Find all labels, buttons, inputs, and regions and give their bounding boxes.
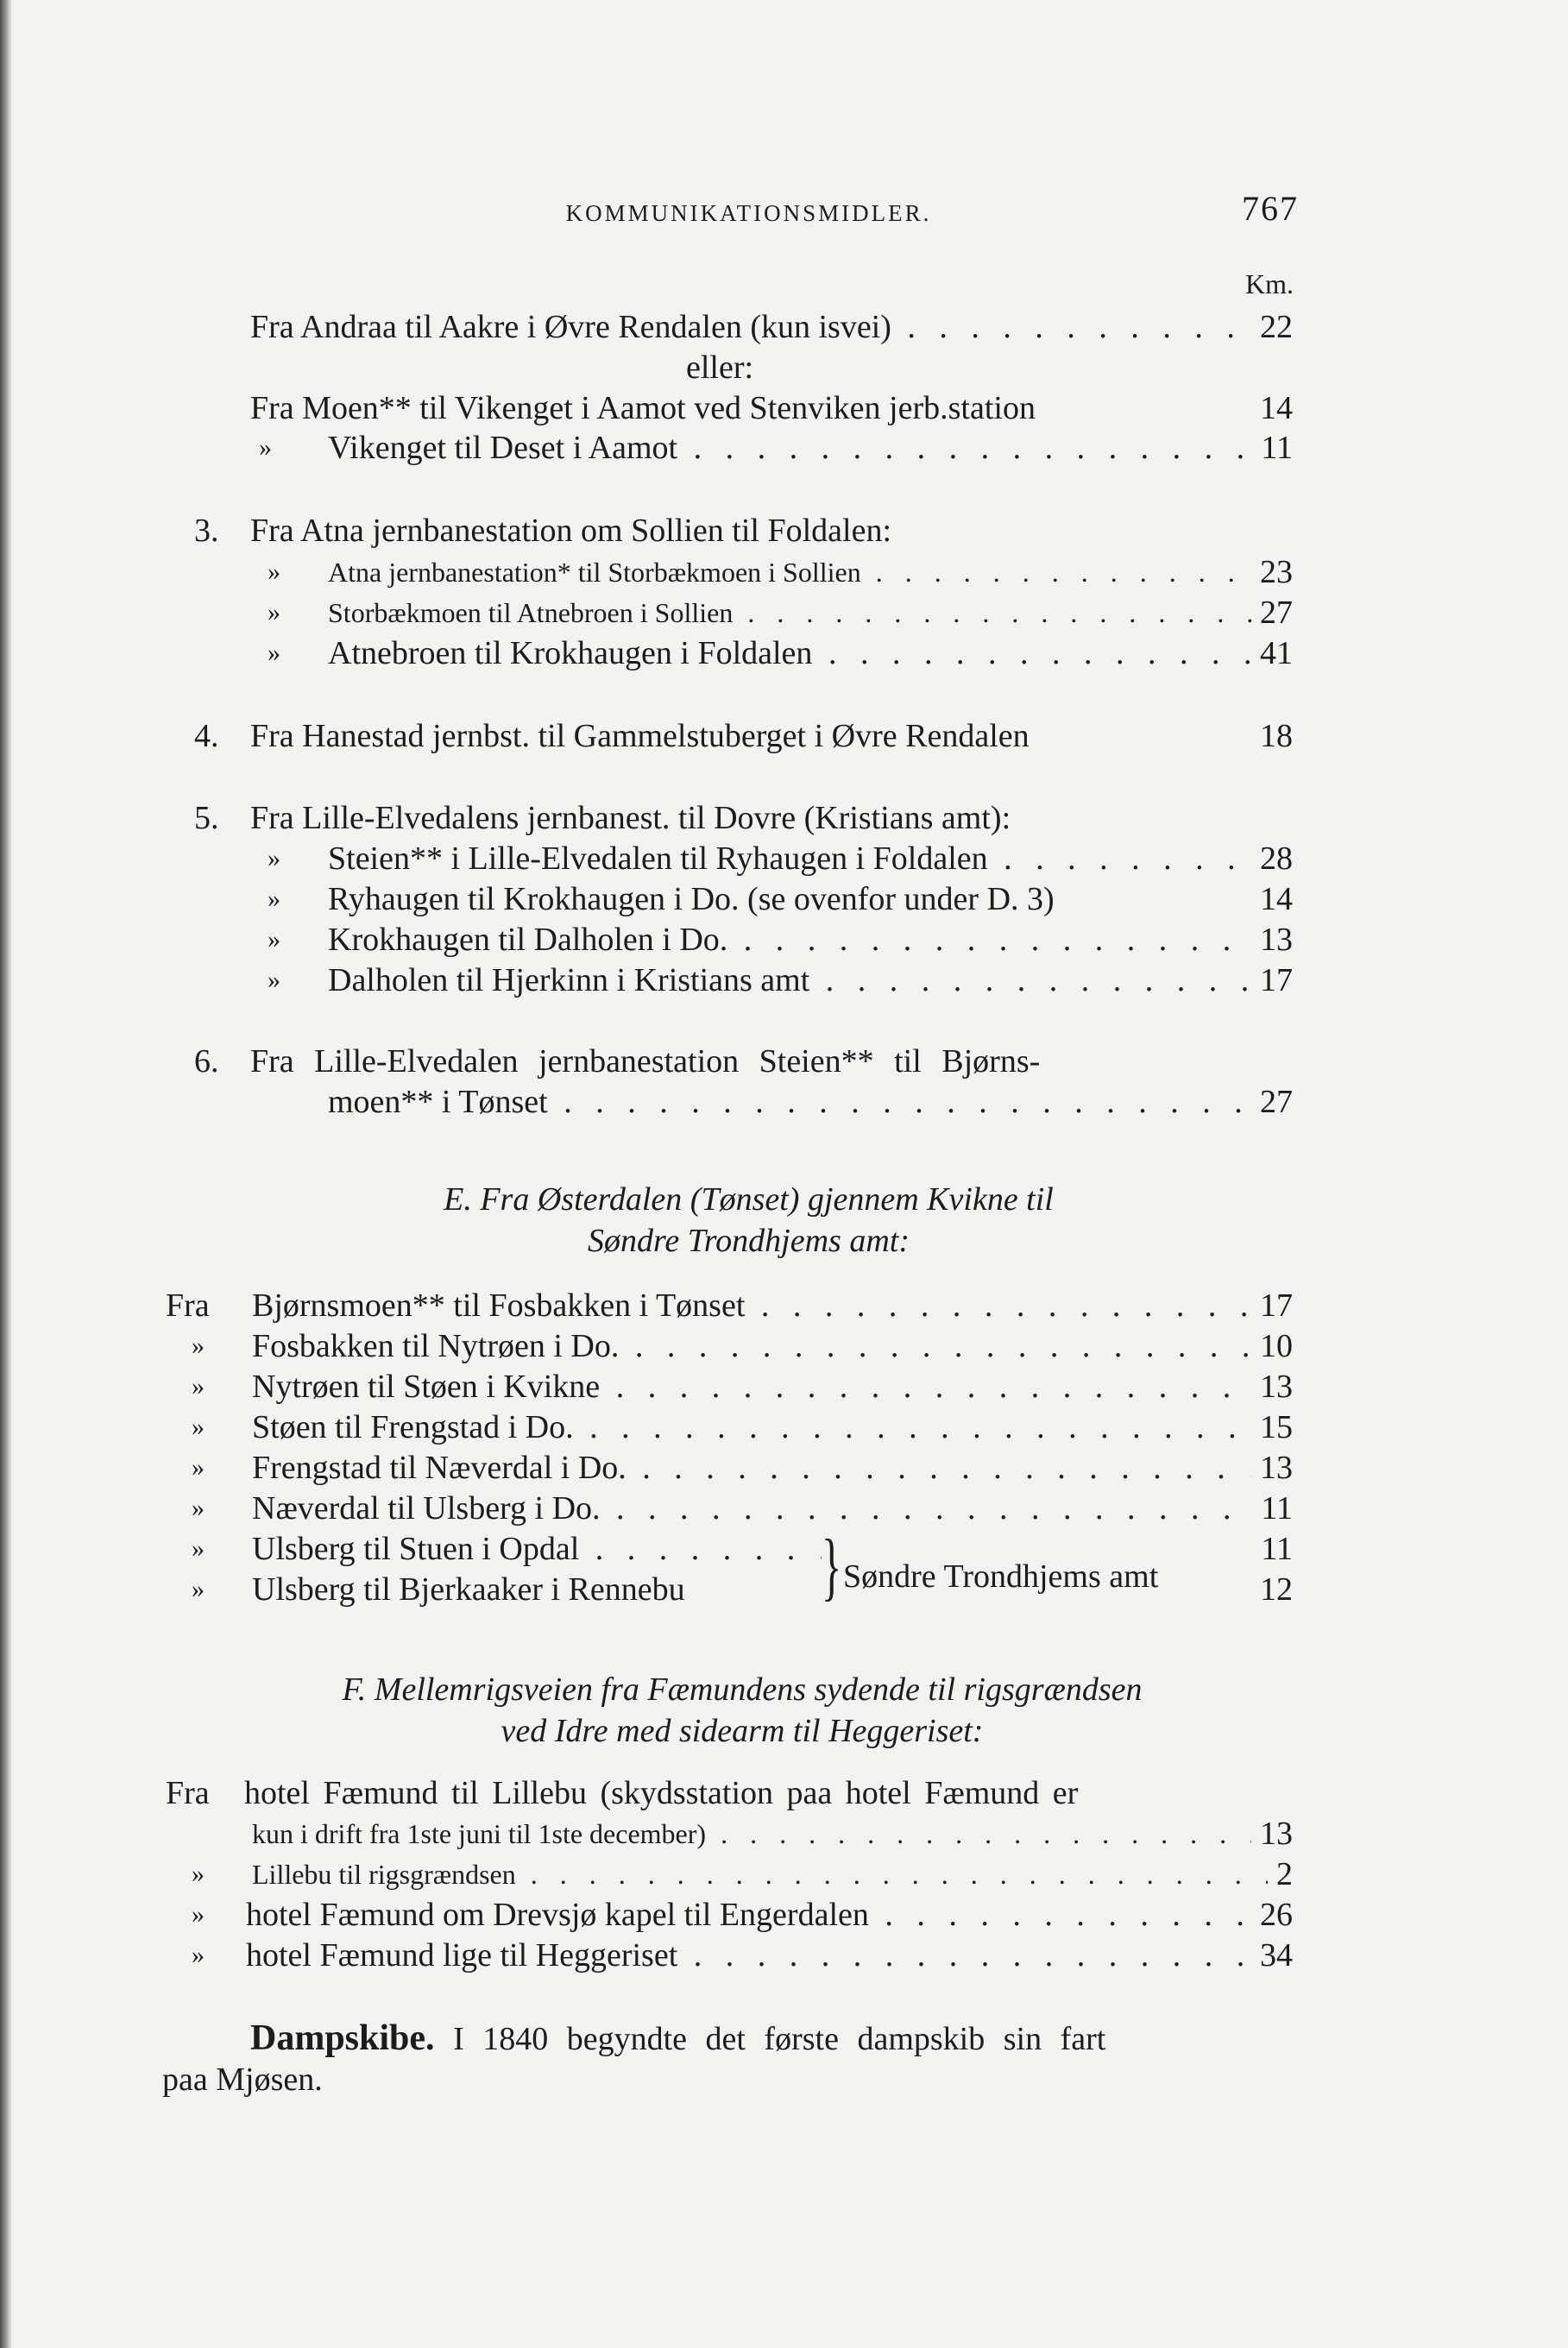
item-number: 4. xyxy=(194,718,219,754)
route-row: Atna jernbanestation* til Storbækmoen i Sollien . . . 23 xyxy=(328,552,1293,592)
item-number: 5. xyxy=(194,800,219,836)
route-row: hotel Fæmund til Lillebu (skydsstation paa hotel Fæmund er xyxy=(244,1775,1079,1811)
route-row: Vikenget til Deset i Aamot . . . 11 xyxy=(328,428,1293,468)
row-prefix: Fra xyxy=(166,1287,210,1324)
route-row: Storbækmoen til Atnebroen i Sollien . . . 27 xyxy=(328,593,1293,633)
route-row: kun i drift fra 1ste juni til 1ste december) . . . 13 xyxy=(252,1814,1293,1854)
row-prefix: Fra xyxy=(166,1775,210,1811)
ditto-mark: » xyxy=(192,1900,205,1929)
route-row: Fra Moen** til Vikenget i Aamot ved Stenviken jerb.station 14 xyxy=(250,390,1293,426)
page-number: 767 xyxy=(1242,189,1299,228)
section-heading: F. Mellemrigsveien fra Fæmundens sydende til rigsgrændsen xyxy=(342,1671,1143,1708)
route-row: Dalholen til Hjerkinn i Kristians amt . . . 17 xyxy=(328,960,1293,1000)
ditto-mark: » xyxy=(192,1453,205,1482)
ditto-mark: » xyxy=(268,557,280,586)
route-row: Lillebu til rigsgrændsen . . . 2 xyxy=(252,1854,1293,1894)
running-header xyxy=(198,188,1299,233)
ditto-mark: » xyxy=(192,1494,205,1522)
ditto-mark: » xyxy=(192,1941,205,1969)
brace-label: Søndre Trondhjems amt xyxy=(843,1558,1159,1595)
ditto-mark: » xyxy=(268,966,280,994)
item-number: 6. xyxy=(194,1043,219,1080)
route-row: Bjørnsmoen** til Fosbakken i Tønset . . . 17 xyxy=(252,1286,1293,1325)
route-row: eller: xyxy=(686,349,754,386)
route-heading: Fra Lille-Elvedalens jernbanest. til Dovre (Kristians amt): xyxy=(250,800,1011,836)
route-row: Ryhaugen til Krokhaugen i Do. (se ovenfor under D. 3) 14 xyxy=(328,881,1293,917)
route-row: Ulsberg til Bjerkaaker i Rennebu xyxy=(252,1571,685,1608)
route-row: hotel Fæmund lige til Heggeriset . . . 34 xyxy=(246,1936,1293,1975)
paragraph-text: I 1840 begyndte det første dampskib sin fart xyxy=(453,2021,1106,2057)
km-column-label: Km. xyxy=(1245,268,1294,299)
paragraph-title: Dampskibe. xyxy=(250,2018,435,2058)
ditto-mark: » xyxy=(259,433,272,462)
ditto-mark: » xyxy=(268,598,280,626)
right-brace: } xyxy=(822,1525,842,1608)
route-row: Fra Andraa til Aakre i Øvre Rendalen (kun isvei) . . . 22 xyxy=(250,307,1293,347)
paragraph-line: paa Mjøsen. xyxy=(162,2062,323,2098)
route-row: Fra Hanestad jernbst. til Gammelstuberget i Øvre Rendalen 18 xyxy=(250,718,1293,754)
route-row: Steien** i Lille-Elvedalen til Ryhaugen i Foldalen . . . 28 xyxy=(328,839,1293,878)
route-row: moen** i Tønset . . . 27 xyxy=(328,1082,1293,1122)
route-row: Fra Lille-Elvedalen jernbanestation Steien** til Bjørns- xyxy=(250,1043,1041,1080)
ditto-mark: » xyxy=(192,1575,205,1603)
ditto-mark: » xyxy=(192,1413,205,1441)
section-heading: ved Idre med sidearm til Heggeriset: xyxy=(501,1713,984,1749)
ditto-mark: » xyxy=(268,639,280,667)
route-heading: Fra Atna jernbanestation om Sollien til Foldalen: xyxy=(250,513,892,549)
km-value: 11 xyxy=(1261,1531,1293,1567)
item-number: 3. xyxy=(194,513,219,549)
paragraph-line xyxy=(250,2018,1293,2060)
route-row: Ulsberg til Stuen i Opdal . . . xyxy=(252,1529,822,1569)
route-row: Støen til Frengstad i Do. . . . 15 xyxy=(252,1407,1293,1447)
route-row: Atnebroen til Krokhaugen i Foldalen . . . 41 xyxy=(328,633,1293,673)
route-row: Krokhaugen til Dalholen i Do. . . . 13 xyxy=(328,920,1293,960)
ditto-mark: » xyxy=(192,1860,205,1888)
ditto-mark: » xyxy=(268,925,280,954)
page-binding-edge xyxy=(0,0,12,2348)
ditto-mark: » xyxy=(268,884,280,913)
ditto-mark: » xyxy=(192,1534,205,1563)
section-heading: Søndre Trondhjems amt: xyxy=(588,1223,910,1259)
ditto-mark: » xyxy=(192,1331,205,1360)
km-value: 12 xyxy=(1260,1571,1293,1608)
header-title: KOMMUNIKATIONSMIDLER. xyxy=(565,200,932,226)
route-row: hotel Fæmund om Drevsjø kapel til Engerdalen . . . 26 xyxy=(246,1895,1293,1935)
route-row: Frengstad til Næverdal i Do. . . . 13 xyxy=(252,1448,1293,1488)
route-row: Næverdal til Ulsberg i Do. . . . 11 xyxy=(252,1489,1293,1528)
route-row: Nytrøen til Støen i Kvikne . . . 13 xyxy=(252,1367,1293,1407)
route-row: Fosbakken til Nytrøen i Do. . . . 10 xyxy=(252,1326,1293,1366)
section-heading: E. Fra Østerdalen (Tønset) gjennem Kvikne til xyxy=(444,1181,1054,1218)
ditto-mark: » xyxy=(192,1372,205,1401)
ditto-mark: » xyxy=(268,844,280,872)
